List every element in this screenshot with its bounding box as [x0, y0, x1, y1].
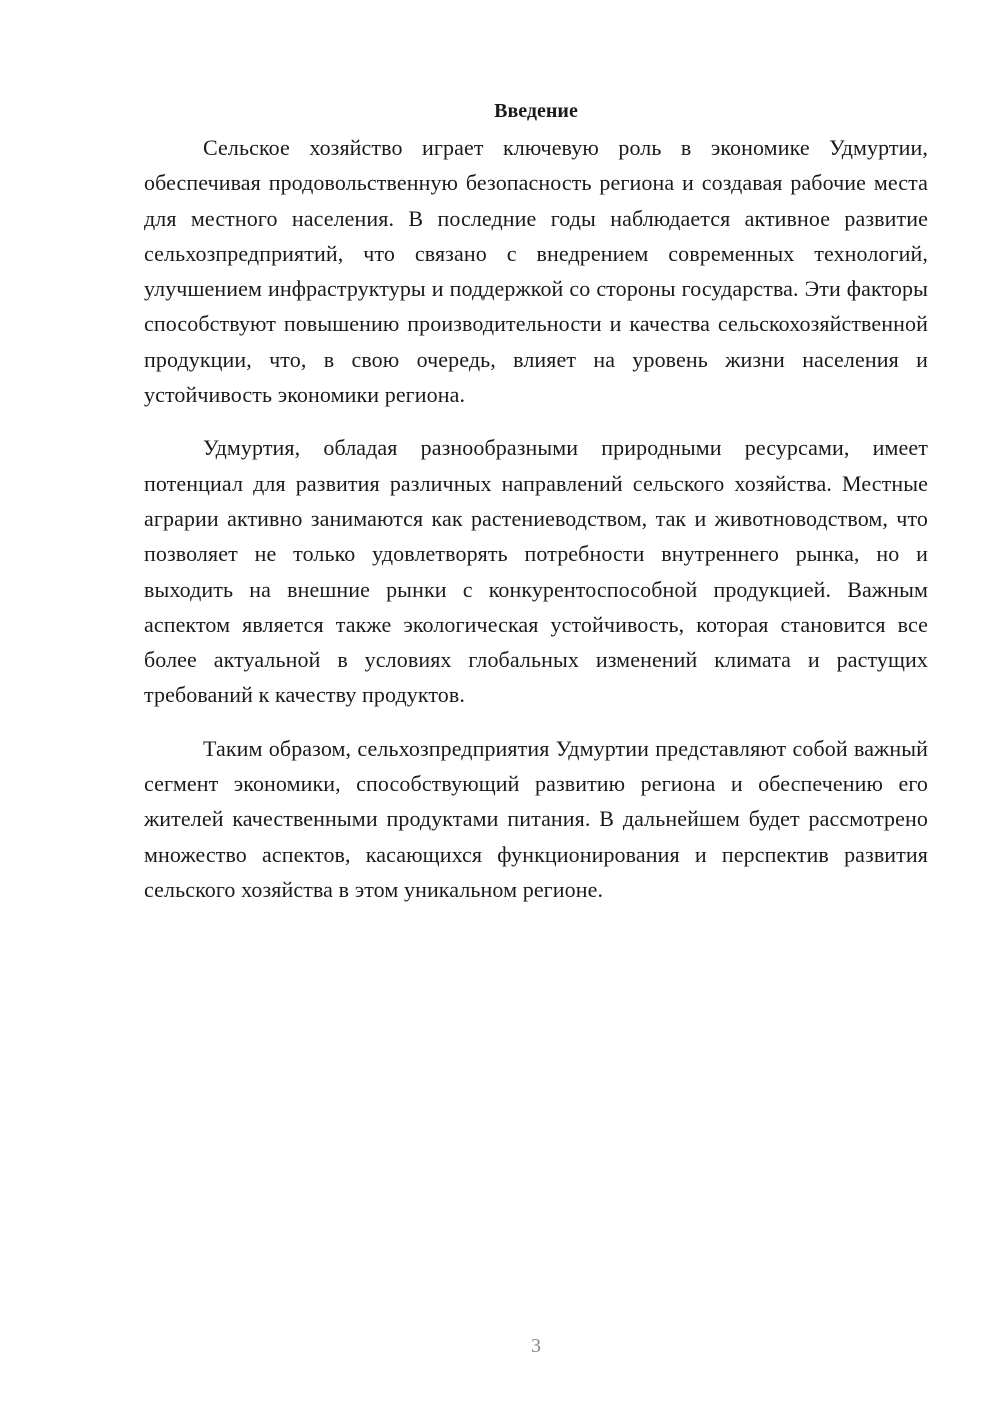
- paragraph-2: Удмуртия, обладая разнообразными природными ресурсами, имеет потенциал для развития различных направлений сельского хозяйства. Местные аграрии активно занимаются как растениеводством, так и животноводством, что позволяет не только удовлетворять потребности внутреннего рынка, но и выходить на внешние рынки с конкурентоспособной продукцией. Важным аспектом является также экологическая устойчивость, которая становится все более актуальной в условиях глобальных изменений климата и растущих требований к качеству продуктов.: [144, 435, 928, 708]
- section-title: Введение: [494, 100, 578, 122]
- page-number: 3: [531, 1335, 541, 1357]
- paragraph-3: Таким образом, сельхозпредприятия Удмуртии представляют собой важный сегмент экономики, способствующий развитию региона и обеспечению его жителей качественными продуктами питания. В дальнейшем будет рассмотрено множество аспектов, касающихся функционирования и перспектив развития сельского хозяйства в этом уникальном регионе.: [144, 735, 928, 902]
- paragraph-1: Сельское хозяйство играет ключевую роль в экономике Удмуртии, обеспечивая продовольственную безопасность региона и создавая рабочие места для местного населения. В последние годы наблюдается активное развитие сельхозпредприятий, что связано с внедрением современных технологий, улучшением инфраструктуры и поддержкой со стороны государства. Эти факторы способствуют повышению производительности и качества сельскохозяйственной продукции, что, в свою очередь, влияет на уровень жизни населения и устойчивость экономики региона.: [144, 135, 928, 408]
- document-body: [144, 96, 928, 925]
